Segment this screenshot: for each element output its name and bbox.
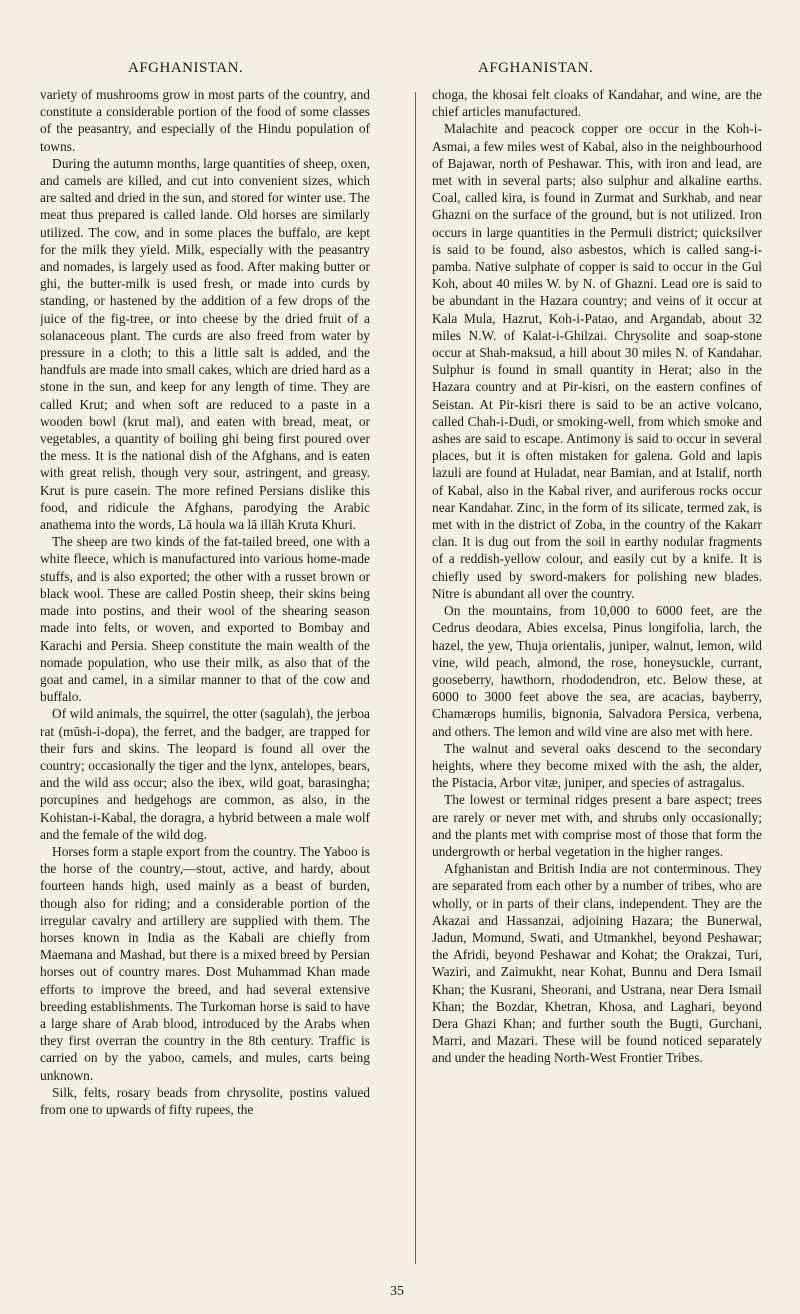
paragraph: During the autumn months, large quantities of sheep, oxen, and camels are killed, and cut into convenient sizes, which are salted and dried in the sun, and stored for winter use. The meat thus prepared is called lande. Old horses are similarly utilized. The cow, and in some places the buffalo, are kept for the milk they yield. Milk, especially with the peasantry and nomades, is largely used as food. After making butter or ghi, the butter-milk is used fresh, or made into curds by standing, or hastened by the addition of a few drops of the juice of the fig-tree, or into cheese by the dried fruit of a solanaceous plant. The curds are also freed from water by pressure in a cloth; to this a little salt is added, and the handfuls are made into small cakes, which are dried hard as a stone in the sun, and keep for any length of time. They are called Krut; and when soft are reduced to a paste in a wooden bowl (krut mal), and eaten with bread, meat, or vegetables, a quantity of boiling ghi being first poured over the mess. It is the national dish of the Afghans, and is eaten with great relish, though very sour, astringent, and greasy. Krut is pure casein. The more refined Persians dislike this food, and ridicule the Afghans, parodying the Arabic anathema into the words, Lā houla wa lā illāh Kruta Khuri. <box>40 155 370 533</box>
paragraph: Afghanistan and British India are not conterminous. They are separated from each other by a number of tribes, who are wholly, or in parts of their clans, independent. They are the Akazai and Hassanzai, adjoining Hazara; the Bunerwal, Jadun, Momund, Swati, and Utmankhel, beyond Peshawar; the Afridi, beyond Peshawar and Kohat; the Orakzai, Turi, Waziri, and Zaimukht, near Kohat, Bunnu and Dera Ismail Khan; the Kusrani, Sheorani, and Ustrana, near Dera Ismail Khan; the Bozdar, Khetran, Khosa, and Laghari, beyond Dera Ghazi Khan; and further south the Bugti, Gurchani, Marri, and Mazari. These will be found noticed separately and under the heading North-West Frontier Tribes. <box>432 861 762 1066</box>
left-text-column <box>40 86 370 1268</box>
paragraph: Horses form a staple export from the country. The Yaboo is the horse of the country,—stout, active, and hardy, about fourteen hands high, used mainly as a beast of burden, though also for riding; and a considerable portion of the irregular cavalry and artillery are supplied with them. The horses known in India as the Kabali are chiefly from Maemana and Mashad, but there is a mixed breed by Persian horses out of country mares. Dost Muhammad Khan made efforts to improve the breed, and had several extensive breeding establishments. The Turkoman horse is said to have a large share of Arab blood, introduced by the Arabs when they first overran the country in the 8th century. Traffic is carried on by the yaboo, camels, and mules, carts being unknown. <box>40 843 370 1083</box>
paragraph: variety of mushrooms grow in most parts of the country, and constitute a considerable portion of the food of some classes of the peasantry, and especially of the Hindu population of towns. <box>40 87 370 154</box>
running-header-left: AFGHANISTAN. <box>128 60 244 76</box>
paragraph: The lowest or terminal ridges present a bare aspect; trees are rarely or never met with, and shrubs only occasionally; and the plants met with comprise most of those that form the undergrowth or herbal vegetation in the higher ranges. <box>432 792 762 859</box>
paragraph: The sheep are two kinds of the fat-tailed breed, one with a white fleece, which is manufactured into various home-made stuffs, and is also exported; the other with a russet brown or black wool. These are called Postin sheep, their skins being made into postins, and their wool of the shearing season made into felts, or woven, and exported to Bombay and Karachi and Persia. Sheep constitute the main wealth of the nomade population, who use their milk, as also that of the goat and camel, in a similar manner to that of the cow and buffalo. <box>40 534 370 705</box>
paragraph: On the mountains, from 10,000 to 6000 feet, are the Cedrus deodara, Abies excelsa, Pinus longifolia, larch, the hazel, the yew, Thuja orientalis, juniper, walnut, lemon, wild vine, wild peach, almond, the rose, honeysuckle, currant, gooseberry, hawthorn, rhododendron, etc. Below these, at 6000 to 3000 feet above the sea, are acacias, bayberry, Chamærops humilis, bignonia, Salvadora Persica, verbena, and others. The lemon and wild vine are also met with here. <box>432 603 762 739</box>
right-text-column <box>432 86 762 1268</box>
paragraph: Silk, felts, rosary beads from chrysolite, postins valued from one to upwards of fifty rupees, the <box>40 1084 370 1117</box>
paragraph: Of wild animals, the squirrel, the otter (sagulah), the jerboa rat (mūsh-i-dopa), the ferret, and the badger, are trapped for their furs and skins. The leopard is found all over the country; occasionally the tiger and the lynx, antelopes, bears, and the wild ass occur; also the ibex, wild goat, barasingha; porcupines and hedgehogs are common, as also, in the Kohistan-i-Kabal, the doragra, a hybrid between a male wolf and the female of the wild dog. <box>40 706 370 842</box>
paragraph: The walnut and several oaks descend to the secondary heights, where they become mixed with the ash, the alder, the Pistacia, Arbor vitæ, juniper, and species of astragalus. <box>432 740 762 791</box>
column-divider <box>415 92 416 1264</box>
paragraph: choga, the khosai felt cloaks of Kandahar, and wine, are the chief articles manufactured. <box>432 87 762 120</box>
paragraph: Malachite and peacock copper ore occur in the Koh-i-Asmai, a few miles west of Kabal, also in the neighbourhood of Bajawar, north of Peshawar. This, with iron and lead, are met with in several parts; also sulphur and alkaline earths. Coal, called kira, is found in Zurmat and Surkhab, and near Ghazni on the surface of the ground, but is not utilized. Iron occurs in large quantities in the Permuli district; quicksilver is said to be found, also asbestos, which is called sang-i-pamba. Native sulphate of copper is said to occur in the Gul Koh, about 40 miles W. by N. of Ghazni. Lead ore is said to be abundant in the Hazara country; and veins of it occur at Kala Mula, Hazrut, Koh-i-Patao, and Argandab, about 32 miles N.W. of Kalat-i-Ghilzai. Chrysolite and soap-stone occur at Shah-maksud, a hill about 30 miles N. of Kandahar. Sulphur is found in small quantity in Herat; also in the Hazara country and at Pir-kisri, on the eastern confines of Seistan. At Pir-kisri there is said to be an active volcano, called Chah-i-Dudi, or smoking-well, from which smoke and ashes are said to escape. Antimony is said to occur in several places, but it is often mistaken for galena. Gold and lapis lazuli are found at Huladat, near Bamian, and at Istalif, north of Kabal, also in the Kabal river, and auriferous rocks occur near Kandahar. Zinc, in the form of its silicate, termed zak, is met with in the district of Zoba, in the country of the Kakarr clan. It is dug out from the soil in earthy nodular fragments of a reddish-yellow colour, and easily cut by a knife. It is chiefly used by sword-makers for polishing new blades. Nitre is abundant all over the country. <box>432 121 762 601</box>
running-header-right: AFGHANISTAN. <box>478 60 594 76</box>
page-number: 35 <box>390 1284 404 1299</box>
